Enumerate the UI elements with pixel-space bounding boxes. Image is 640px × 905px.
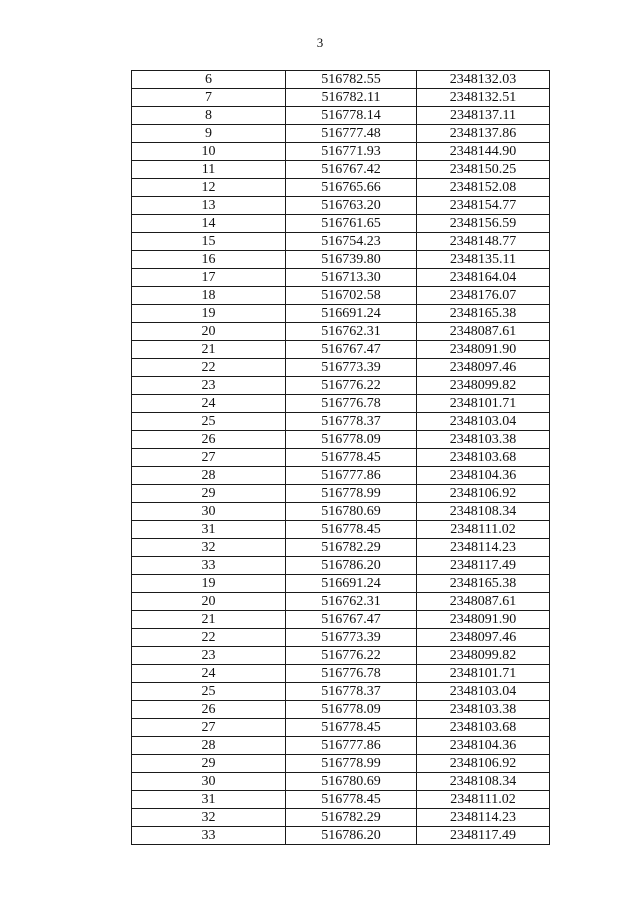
table-row [132, 431, 550, 449]
x-coordinate-cell: 516782.55 [286, 71, 417, 89]
x-coordinate-cell: 516754.23 [286, 233, 417, 251]
point-number-cell: 31 [132, 791, 286, 809]
point-number-cell: 33 [132, 557, 286, 575]
x-coordinate-cell: 516778.45 [286, 791, 417, 809]
y-coordinate-cell: 2348132.03 [417, 71, 550, 89]
point-number-cell: 20 [132, 593, 286, 611]
point-number-cell: 31 [132, 521, 286, 539]
y-coordinate-cell: 2348117.49 [417, 827, 550, 845]
point-number-cell: 27 [132, 449, 286, 467]
y-coordinate-cell: 2348104.36 [417, 737, 550, 755]
table-row [132, 719, 550, 737]
table-row [132, 125, 550, 143]
table-row [132, 683, 550, 701]
y-coordinate-cell: 2348148.77 [417, 233, 550, 251]
point-number-cell: 23 [132, 647, 286, 665]
y-coordinate-cell: 2348103.38 [417, 431, 550, 449]
table-row [132, 377, 550, 395]
point-number-cell: 23 [132, 377, 286, 395]
table-row [132, 233, 550, 251]
y-coordinate-cell: 2348152.08 [417, 179, 550, 197]
table-row [132, 179, 550, 197]
point-number-cell: 30 [132, 503, 286, 521]
x-coordinate-cell: 516778.09 [286, 701, 417, 719]
table-row [132, 557, 550, 575]
table-row [132, 665, 550, 683]
y-coordinate-cell: 2348144.90 [417, 143, 550, 161]
table-row [132, 305, 550, 323]
table-row [132, 503, 550, 521]
point-number-cell: 7 [132, 89, 286, 107]
x-coordinate-cell: 516777.86 [286, 467, 417, 485]
y-coordinate-cell: 2348164.04 [417, 269, 550, 287]
point-number-cell: 22 [132, 629, 286, 647]
point-number-cell: 24 [132, 395, 286, 413]
x-coordinate-cell: 516767.47 [286, 611, 417, 629]
x-coordinate-cell: 516786.20 [286, 557, 417, 575]
y-coordinate-cell: 2348176.07 [417, 287, 550, 305]
x-coordinate-cell: 516762.31 [286, 593, 417, 611]
x-coordinate-cell: 516782.11 [286, 89, 417, 107]
x-coordinate-cell: 516762.31 [286, 323, 417, 341]
y-coordinate-cell: 2348165.38 [417, 305, 550, 323]
x-coordinate-cell: 516778.09 [286, 431, 417, 449]
y-coordinate-cell: 2348156.59 [417, 215, 550, 233]
point-number-cell: 25 [132, 413, 286, 431]
point-number-cell: 15 [132, 233, 286, 251]
page-number: 3 [316, 35, 324, 50]
x-coordinate-cell: 516782.29 [286, 809, 417, 827]
x-coordinate-cell: 516778.45 [286, 449, 417, 467]
point-number-cell: 28 [132, 737, 286, 755]
point-number-cell: 33 [132, 827, 286, 845]
x-coordinate-cell: 516782.29 [286, 539, 417, 557]
table-row [132, 395, 550, 413]
y-coordinate-cell: 2348165.38 [417, 575, 550, 593]
table-row [132, 197, 550, 215]
y-coordinate-cell: 2348117.49 [417, 557, 550, 575]
y-coordinate-cell: 2348103.68 [417, 719, 550, 737]
point-number-cell: 21 [132, 341, 286, 359]
table-row [132, 413, 550, 431]
y-coordinate-cell: 2348099.82 [417, 647, 550, 665]
point-number-cell: 32 [132, 809, 286, 827]
y-coordinate-cell: 2348099.82 [417, 377, 550, 395]
point-number-cell: 29 [132, 485, 286, 503]
table-row [132, 773, 550, 791]
table-row [132, 359, 550, 377]
x-coordinate-cell: 516780.69 [286, 503, 417, 521]
x-coordinate-cell: 516767.42 [286, 161, 417, 179]
table-row [132, 791, 550, 809]
x-coordinate-cell: 516691.24 [286, 305, 417, 323]
point-number-cell: 9 [132, 125, 286, 143]
y-coordinate-cell: 2348137.11 [417, 107, 550, 125]
x-coordinate-cell: 516778.45 [286, 521, 417, 539]
point-number-cell: 30 [132, 773, 286, 791]
y-coordinate-cell: 2348137.86 [417, 125, 550, 143]
table-row [132, 701, 550, 719]
point-number-cell: 12 [132, 179, 286, 197]
x-coordinate-cell: 516765.66 [286, 179, 417, 197]
x-coordinate-cell: 516778.37 [286, 413, 417, 431]
x-coordinate-cell: 516767.47 [286, 341, 417, 359]
table-row [132, 485, 550, 503]
table-row [132, 827, 550, 845]
table-row [132, 161, 550, 179]
point-number-cell: 20 [132, 323, 286, 341]
point-number-cell: 32 [132, 539, 286, 557]
coordinates-table [131, 70, 550, 845]
y-coordinate-cell: 2348150.25 [417, 161, 550, 179]
point-number-cell: 14 [132, 215, 286, 233]
table-row [132, 215, 550, 233]
y-coordinate-cell: 2348111.02 [417, 791, 550, 809]
x-coordinate-cell: 516780.69 [286, 773, 417, 791]
y-coordinate-cell: 2348091.90 [417, 341, 550, 359]
y-coordinate-cell: 2348087.61 [417, 593, 550, 611]
x-coordinate-cell: 516771.93 [286, 143, 417, 161]
y-coordinate-cell: 2348114.23 [417, 539, 550, 557]
point-number-cell: 10 [132, 143, 286, 161]
table-row [132, 611, 550, 629]
x-coordinate-cell: 516739.80 [286, 251, 417, 269]
point-number-cell: 27 [132, 719, 286, 737]
x-coordinate-cell: 516777.86 [286, 737, 417, 755]
point-number-cell: 13 [132, 197, 286, 215]
point-number-cell: 21 [132, 611, 286, 629]
point-number-cell: 19 [132, 305, 286, 323]
y-coordinate-cell: 2348106.92 [417, 755, 550, 773]
y-coordinate-cell: 2348154.77 [417, 197, 550, 215]
y-coordinate-cell: 2348091.90 [417, 611, 550, 629]
x-coordinate-cell: 516691.24 [286, 575, 417, 593]
point-number-cell: 18 [132, 287, 286, 305]
y-coordinate-cell: 2348108.34 [417, 773, 550, 791]
x-coordinate-cell: 516776.78 [286, 395, 417, 413]
table-row [132, 89, 550, 107]
y-coordinate-cell: 2348132.51 [417, 89, 550, 107]
table-row [132, 755, 550, 773]
table-row [132, 593, 550, 611]
table-row [132, 251, 550, 269]
x-coordinate-cell: 516776.78 [286, 665, 417, 683]
x-coordinate-cell: 516761.65 [286, 215, 417, 233]
table-row [132, 323, 550, 341]
x-coordinate-cell: 516778.99 [286, 485, 417, 503]
point-number-cell: 8 [132, 107, 286, 125]
x-coordinate-cell: 516778.37 [286, 683, 417, 701]
y-coordinate-cell: 2348103.68 [417, 449, 550, 467]
table-row [132, 539, 550, 557]
point-number-cell: 26 [132, 701, 286, 719]
x-coordinate-cell: 516778.14 [286, 107, 417, 125]
y-coordinate-cell: 2348104.36 [417, 467, 550, 485]
table-row [132, 71, 550, 89]
point-number-cell: 17 [132, 269, 286, 287]
y-coordinate-cell: 2348103.04 [417, 413, 550, 431]
point-number-cell: 24 [132, 665, 286, 683]
table-row [132, 647, 550, 665]
x-coordinate-cell: 516713.30 [286, 269, 417, 287]
table-row [132, 107, 550, 125]
y-coordinate-cell: 2348106.92 [417, 485, 550, 503]
x-coordinate-cell: 516763.20 [286, 197, 417, 215]
point-number-cell: 25 [132, 683, 286, 701]
table-row [132, 521, 550, 539]
point-number-cell: 22 [132, 359, 286, 377]
y-coordinate-cell: 2348097.46 [417, 359, 550, 377]
y-coordinate-cell: 2348111.02 [417, 521, 550, 539]
x-coordinate-cell: 516776.22 [286, 647, 417, 665]
y-coordinate-cell: 2348135.11 [417, 251, 550, 269]
y-coordinate-cell: 2348097.46 [417, 629, 550, 647]
table-row [132, 737, 550, 755]
x-coordinate-cell: 516786.20 [286, 827, 417, 845]
point-number-cell: 29 [132, 755, 286, 773]
y-coordinate-cell: 2348103.38 [417, 701, 550, 719]
coordinates-table-body [132, 71, 550, 845]
y-coordinate-cell: 2348103.04 [417, 683, 550, 701]
table-row [132, 575, 550, 593]
table-row [132, 143, 550, 161]
point-number-cell: 28 [132, 467, 286, 485]
point-number-cell: 11 [132, 161, 286, 179]
y-coordinate-cell: 2348101.71 [417, 665, 550, 683]
x-coordinate-cell: 516778.99 [286, 755, 417, 773]
point-number-cell: 19 [132, 575, 286, 593]
table-row [132, 449, 550, 467]
table-row [132, 467, 550, 485]
y-coordinate-cell: 2348101.71 [417, 395, 550, 413]
y-coordinate-cell: 2348114.23 [417, 809, 550, 827]
x-coordinate-cell: 516773.39 [286, 359, 417, 377]
table-row [132, 629, 550, 647]
x-coordinate-cell: 516702.58 [286, 287, 417, 305]
y-coordinate-cell: 2348087.61 [417, 323, 550, 341]
table-row [132, 809, 550, 827]
table-row [132, 341, 550, 359]
point-number-cell: 6 [132, 71, 286, 89]
x-coordinate-cell: 516778.45 [286, 719, 417, 737]
table-row [132, 269, 550, 287]
x-coordinate-cell: 516777.48 [286, 125, 417, 143]
point-number-cell: 16 [132, 251, 286, 269]
point-number-cell: 26 [132, 431, 286, 449]
x-coordinate-cell: 516776.22 [286, 377, 417, 395]
y-coordinate-cell: 2348108.34 [417, 503, 550, 521]
x-coordinate-cell: 516773.39 [286, 629, 417, 647]
table-row [132, 287, 550, 305]
